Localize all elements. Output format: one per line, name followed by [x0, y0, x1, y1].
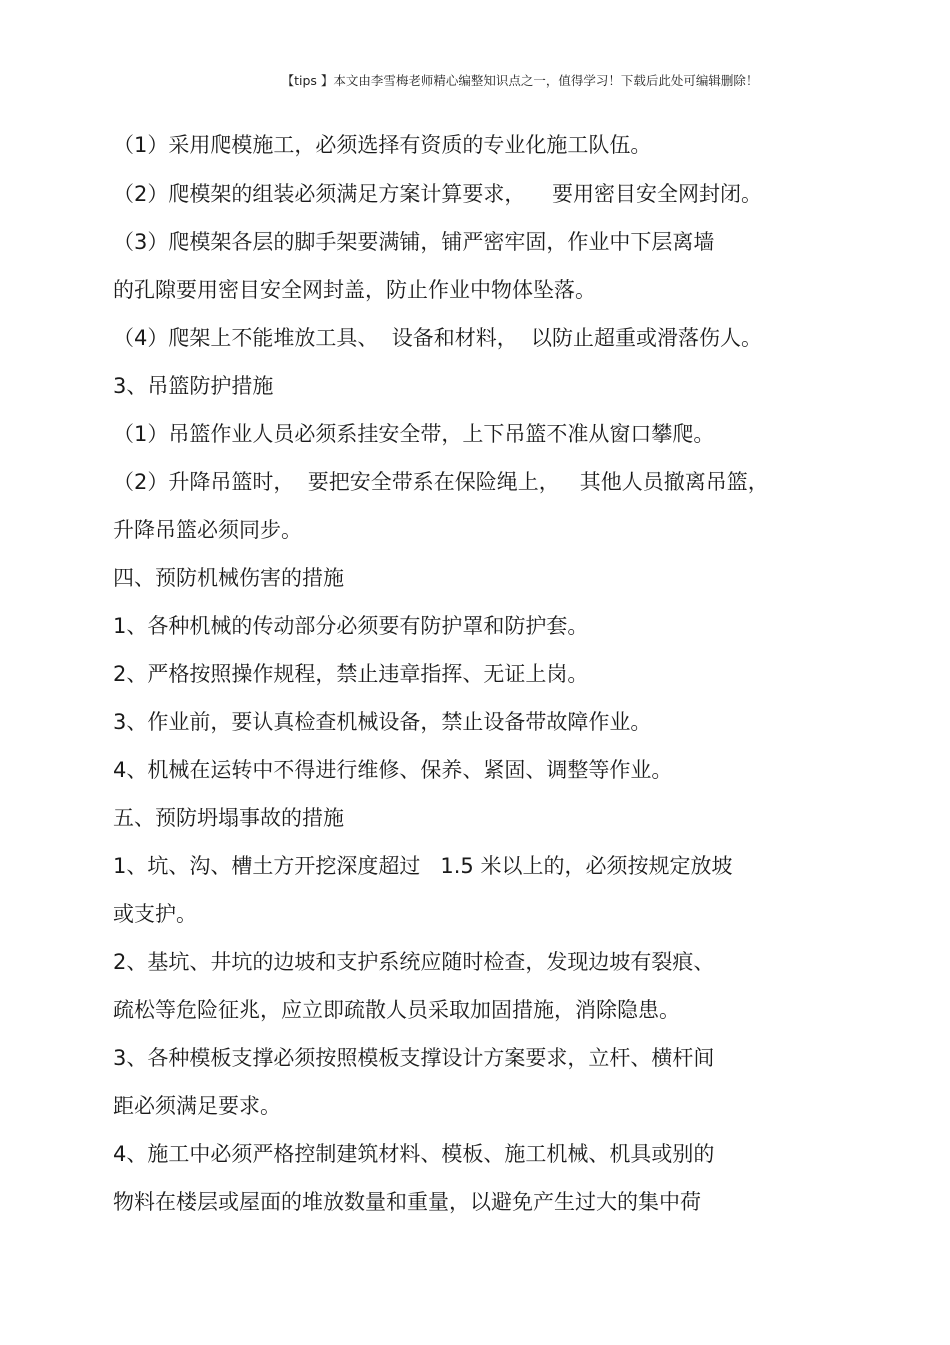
paragraph-line: 物料在楼层或屋面的堆放数量和重量，以避免产生过大的集中荷	[113, 1190, 701, 1214]
paragraph-line: 的孔隙要用密目安全网封盖，防止作业中物体坠落。	[113, 278, 596, 302]
paragraph-line: （1）采用爬模施工，必须选择有资质的专业化施工队伍。	[113, 133, 652, 157]
paragraph-line: 疏松等危险征兆，应立即疏散人员采取加固措施，消除隐患。	[113, 998, 680, 1022]
paragraph-line: （4）爬架上不能堆放工具、 设备和材料， 以防止超重或滑落伤人。	[113, 326, 763, 350]
paragraph-line: 1、坑、沟、槽土方开挖深度超过 1.5 米以上的，必须按规定放坡	[113, 854, 733, 878]
section-heading: 3、吊篮防护措施	[113, 374, 274, 398]
paragraph-line: （2）爬模架的组装必须满足方案计算要求， 要用密目安全网封闭。	[113, 182, 763, 206]
paragraph-line: （2）升降吊篮时， 要把安全带系在保险绳上， 其他人员撤离吊篮，	[113, 470, 769, 494]
section-heading: 五、预防坍塌事故的措施	[113, 806, 344, 830]
paragraph-line: 2、严格按照操作规程，禁止违章指挥、无证上岗。	[113, 662, 589, 686]
paragraph-line: 4、施工中必须严格控制建筑材料、模板、施工机械、机具或别的	[113, 1142, 715, 1166]
paragraph-line: 或支护。	[113, 902, 197, 926]
paragraph-line: （3）爬模架各层的脚手架要满铺，铺严密牢固，作业中下层离墙	[113, 230, 715, 254]
paragraph-line: 3、作业前，要认真检查机械设备，禁止设备带故障作业。	[113, 710, 652, 734]
paragraph-line: 2、基坑、井坑的边坡和支护系统应随时检查，发现边坡有裂痕、	[113, 950, 715, 974]
paragraph-line: 距必须满足要求。	[113, 1094, 281, 1118]
paragraph-line: （1）吊篮作业人员必须系挂安全带，上下吊篮不准从窗口攀爬。	[113, 422, 715, 446]
tips-text: 【tips 】本文由李雪梅老师精心编整知识点之一，值得学习！下载后此处可编辑删除！	[281, 73, 759, 88]
paragraph-line: 升降吊篮必须同步。	[113, 518, 302, 542]
header-tips	[0, 71, 950, 89]
paragraph-line: 1、各种机械的传动部分必须要有防护罩和防护套。	[113, 614, 589, 638]
section-heading: 四、预防机械伤害的措施	[113, 566, 344, 590]
paragraph-line: 3、各种模板支撑必须按照模板支撑设计方案要求，立杆、横杆间	[113, 1046, 715, 1070]
paragraph-line: 4、机械在运转中不得进行维修、保养、紧固、调整等作业。	[113, 758, 673, 782]
